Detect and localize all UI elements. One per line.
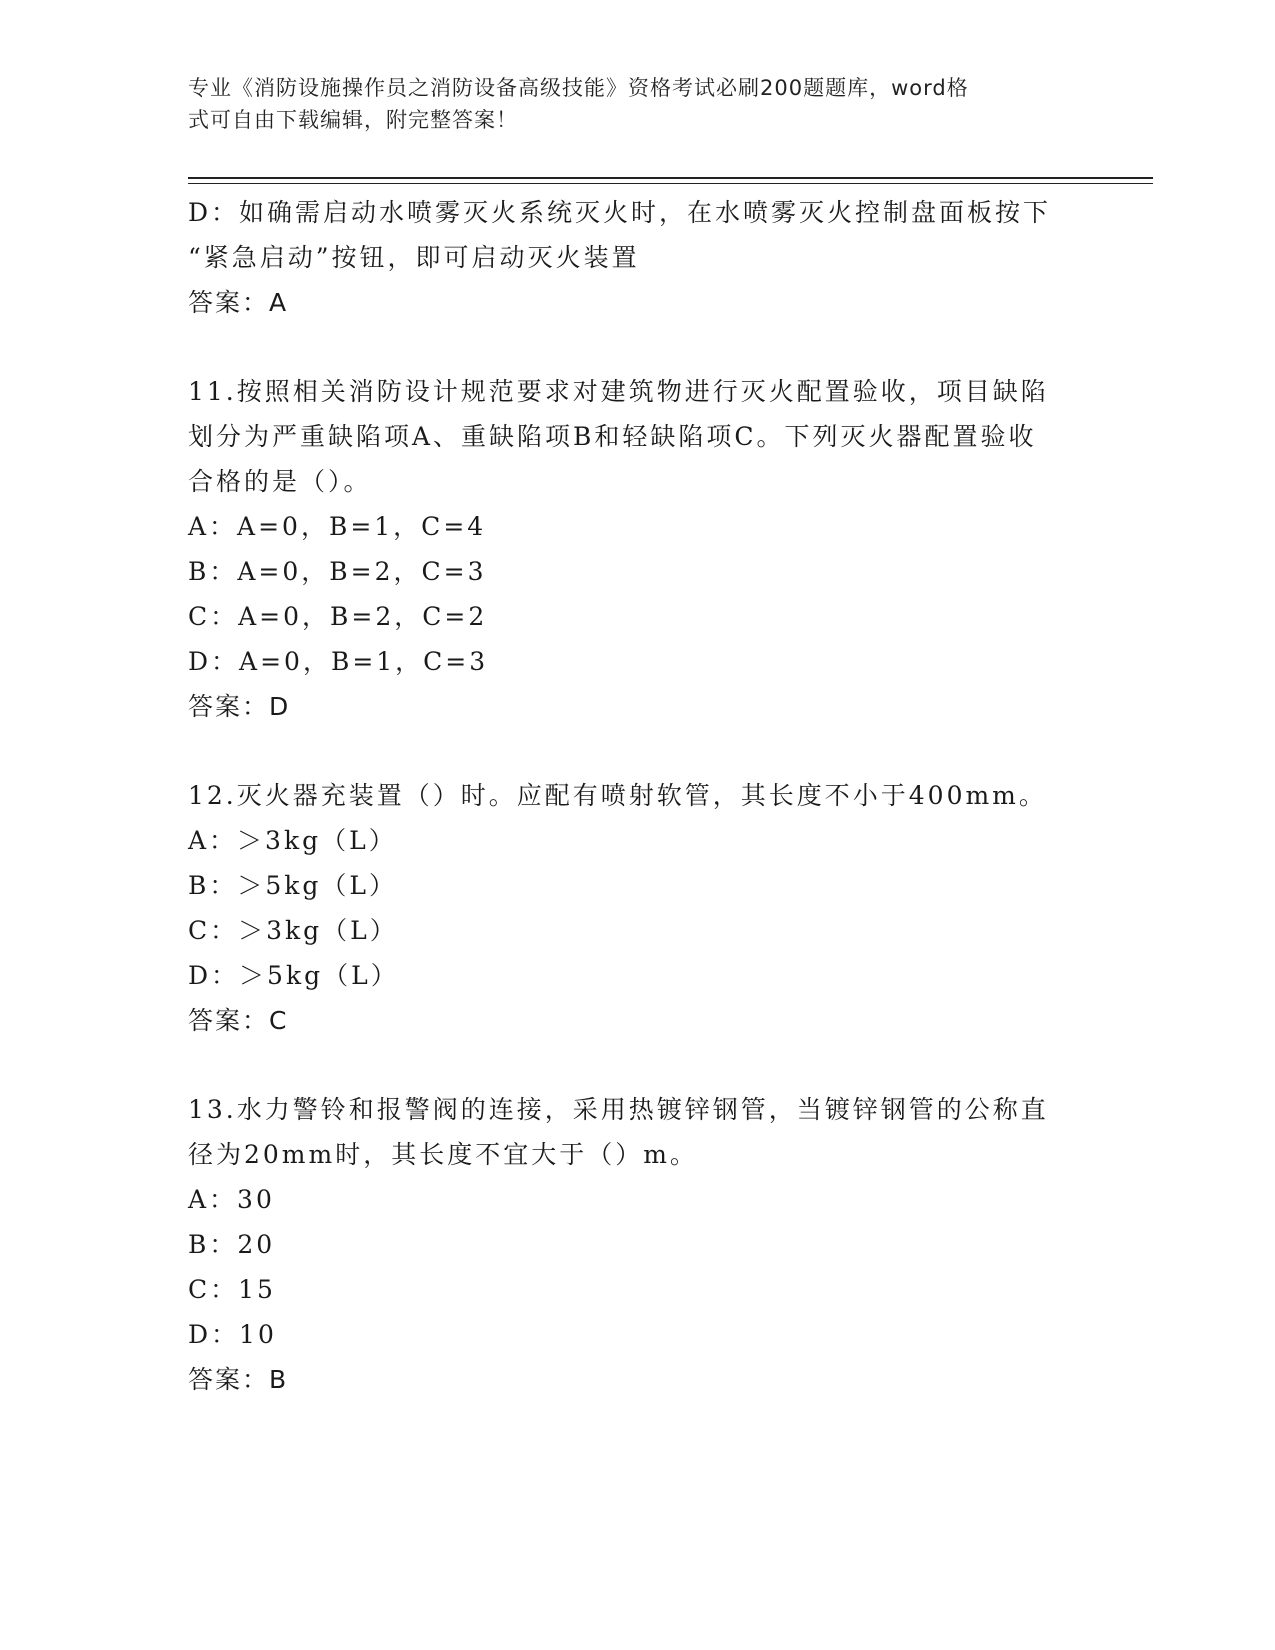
answer-line: 答案：B [188,1365,289,1394]
spacer [188,325,1088,369]
question-13 [188,1087,1088,1402]
question-content [188,190,1088,1402]
option-c: C：A=0，B=2，C=2 [188,602,488,631]
spacer [188,729,1088,773]
option-a: A：30 [188,1185,275,1214]
header-line-2: 式可自由下载编辑，附完整答案！ [188,108,518,132]
option-d: D：A=0，B=1，C=3 [188,647,489,676]
option-d: D：＞5kg（L） [188,961,399,990]
option-c: C：15 [188,1275,276,1304]
question-stem: 13.水力警铃和报警阀的连接，采用热镀锌钢管，当镀锌钢管的公称直 [188,1095,1049,1124]
option-b: B：＞5kg（L） [188,871,398,900]
answer-line: 答案：C [188,1006,289,1035]
question-12 [188,773,1088,1043]
question-stem: 径为20mm时，其长度不宜大于（）m。 [188,1140,698,1169]
document-header [188,72,1088,136]
header-divider-thick [188,177,1153,179]
question-11 [188,369,1088,729]
question-stem: 划分为严重缺陷项A、重缺陷项B和轻缺陷项C。下列灭火器配置验收 [188,422,1037,451]
question-stem: 12.灭火器充装置（）时。应配有喷射软管，其长度不小于400mm。 [188,781,1047,810]
option-d: D：如确需启动水喷雾灭火系统灭火时，在水喷雾灭火控制盘面板按下 [188,198,1052,227]
option-c: C：＞3kg（L） [188,916,398,945]
option-b: B：A=0，B=2，C=3 [188,557,487,586]
option-a: A：A=0，B=1，C=4 [188,512,487,541]
option-d-continued: “紧急启动”按钮，即可启动灭火装置 [188,243,640,272]
header-divider-thin [188,183,1153,184]
spacer [188,1043,1088,1087]
question-stem: 合格的是（）。 [188,467,372,496]
option-a: A：＞3kg（L） [188,826,397,855]
option-d: D：10 [188,1320,277,1349]
header-line-1: 专业《消防设施操作员之消防设备高级技能》资格考试必刷200题题库，word格 [188,76,969,100]
option-b: B：20 [188,1230,276,1259]
answer-line: 答案：D [188,692,291,721]
question-stem: 11.按照相关消防设计规范要求对建筑物进行灭火配置验收，项目缺陷 [188,377,1049,406]
answer-line: 答案：A [188,288,289,317]
